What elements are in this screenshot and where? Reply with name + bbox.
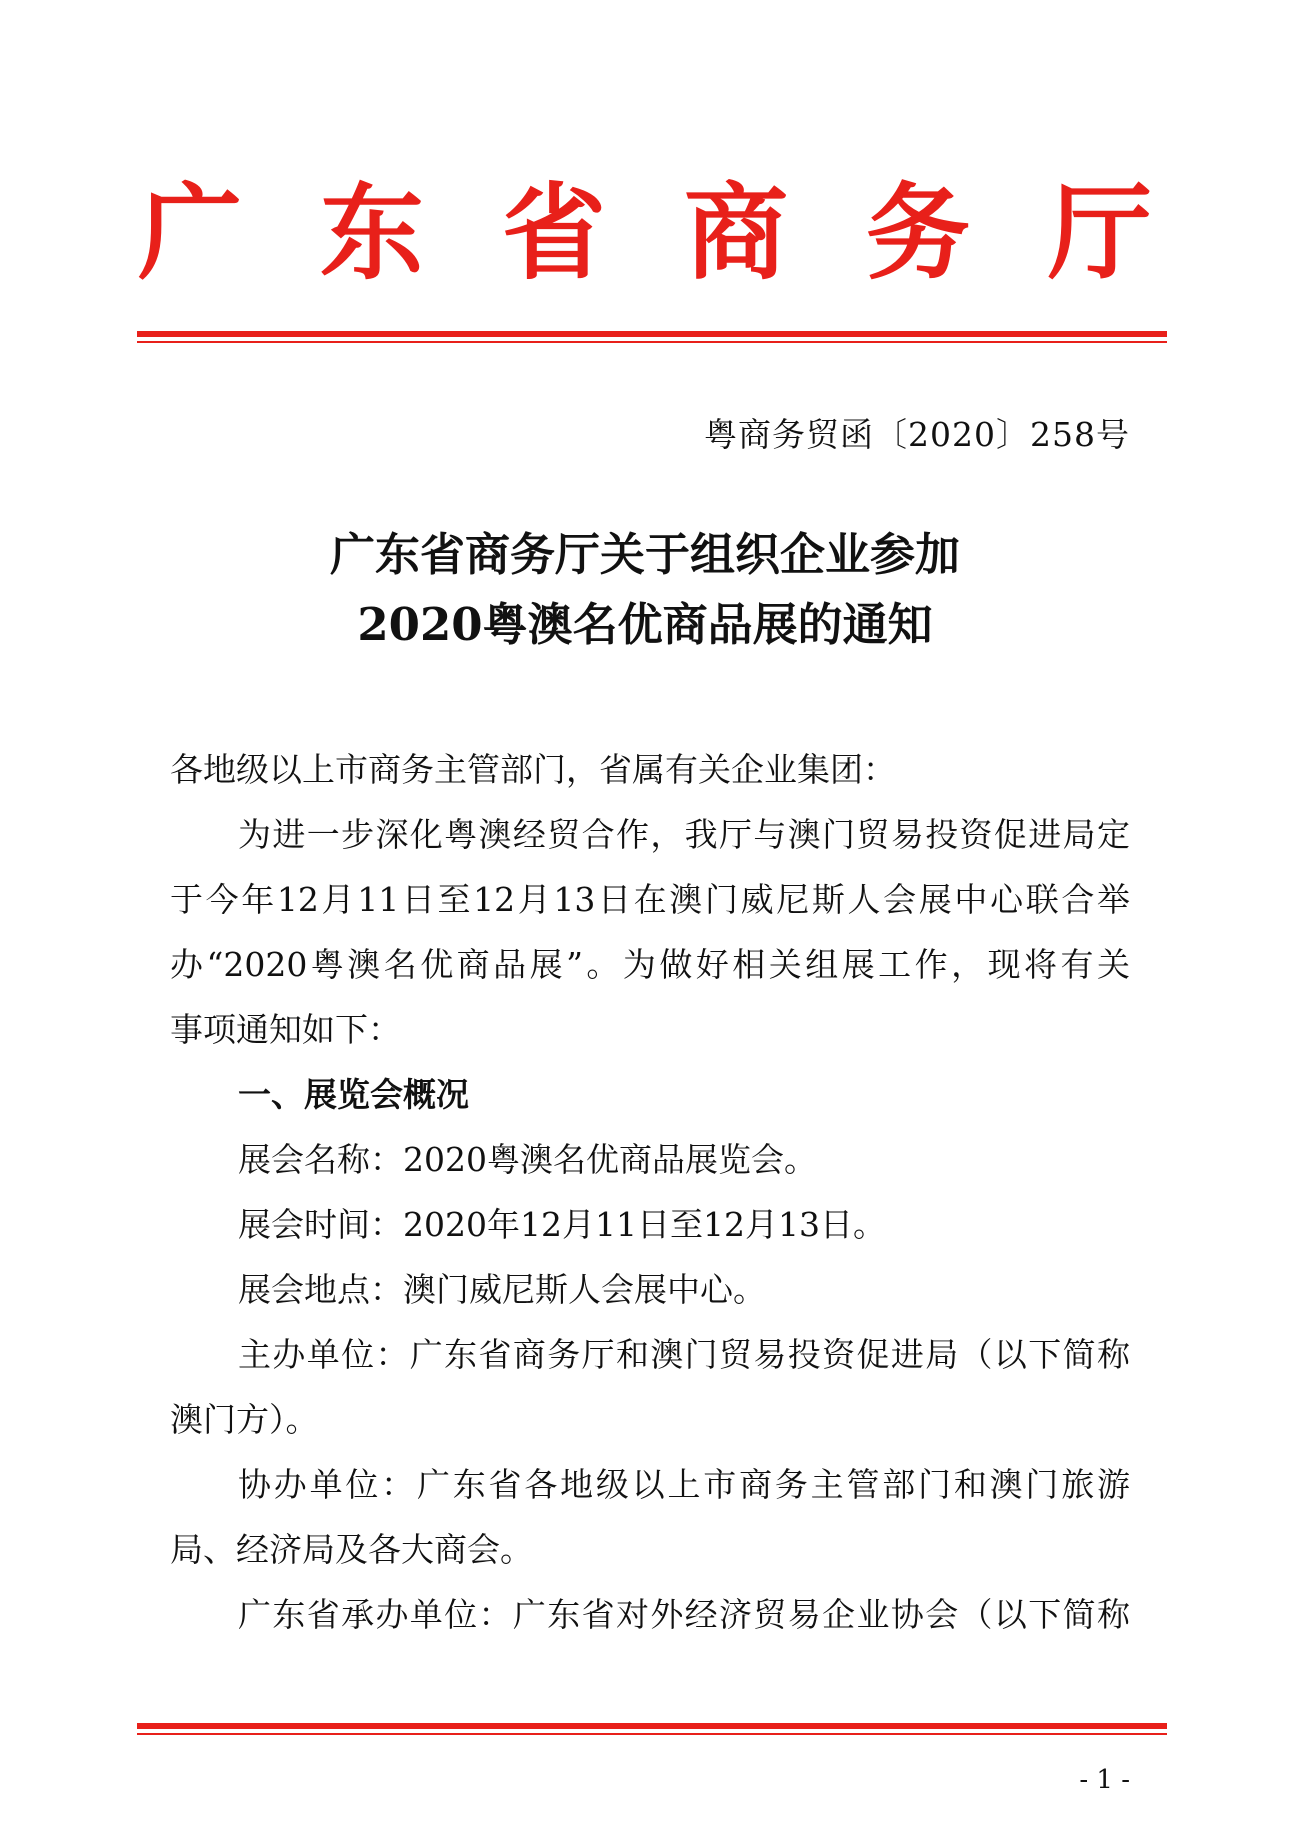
masthead-char: 省 — [502, 171, 607, 294]
organizer-line: 澳门方）。 — [170, 1400, 319, 1439]
paragraph-line: 事项通知如下： — [170, 1010, 401, 1049]
section-heading: 一、展览会概况 — [238, 1075, 469, 1114]
paragraph-line: 办“2020粤澳名优商品展”。为做好相关组展工作，现将有关 — [170, 945, 1130, 984]
masthead-char: 东 — [320, 171, 425, 294]
expo-venue: 展会地点：澳门威尼斯人会展中心。 — [238, 1270, 766, 1309]
masthead-char: 务 — [866, 171, 971, 294]
undertaker-line: 广东省承办单位：广东省对外经济贸易企业协会（以下简称 — [238, 1595, 1130, 1634]
masthead-char: 厅 — [1048, 171, 1153, 294]
paragraph-line: 于今年12月11日至12月13日在澳门威尼斯人会展中心联合举 — [170, 880, 1130, 919]
masthead-char: 广 — [138, 171, 243, 294]
expo-time: 展会时间：2020年12月11日至12月13日。 — [238, 1205, 886, 1244]
document-title-line-1: 广东省商务厅关于组织企业参加 — [329, 528, 960, 581]
organizer-line: 主办单位：广东省商务厅和澳门贸易投资促进局（以下简称 — [238, 1335, 1130, 1374]
header-red-rule-thin — [137, 341, 1167, 343]
header-red-rule-thick — [137, 331, 1167, 337]
page-number: - 1 - — [1079, 1765, 1130, 1795]
paragraph-line: 为进一步深化粤澳经贸合作，我厅与澳门贸易投资促进局定 — [238, 815, 1130, 854]
co-organizer-line: 局、经济局及各大商会。 — [170, 1530, 533, 1569]
masthead-title — [0, 171, 1290, 294]
salutation: 各地级以上市商务主管部门，省属有关企业集团： — [170, 750, 896, 789]
footer-red-rule-thick — [137, 1723, 1167, 1729]
masthead-char: 商 — [684, 171, 789, 294]
document-number: 粤商务贸函〔2020〕258号 — [704, 415, 1130, 454]
co-organizer-line: 协办单位：广东省各地级以上市商务主管部门和澳门旅游 — [238, 1465, 1130, 1504]
footer-red-rule-thin — [137, 1733, 1167, 1735]
expo-name: 展会名称：2020粤澳名优商品展览会。 — [238, 1140, 817, 1179]
document-title-line-2: 2020粤澳名优商品展的通知 — [357, 598, 933, 651]
